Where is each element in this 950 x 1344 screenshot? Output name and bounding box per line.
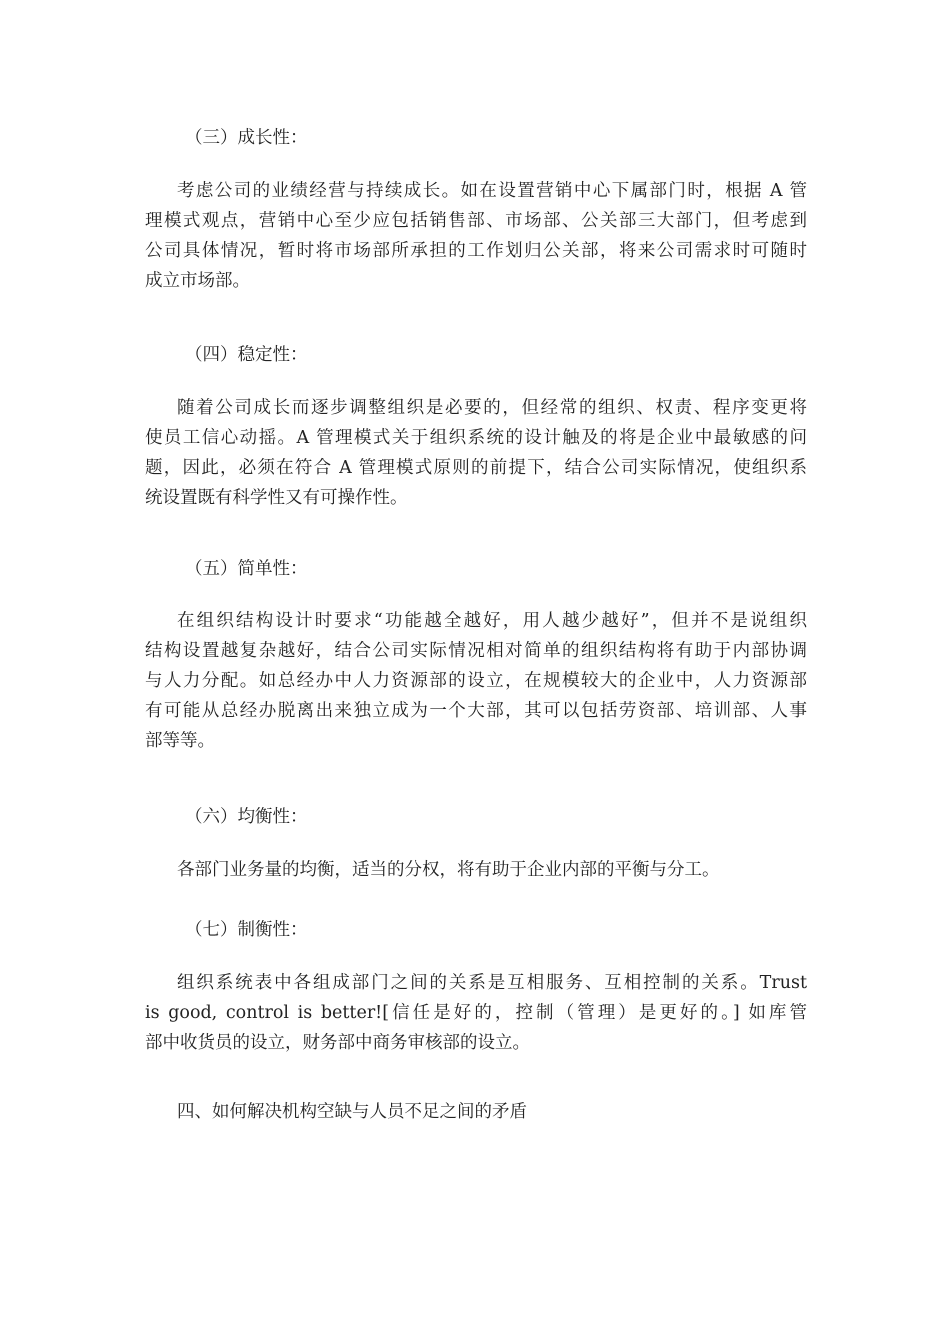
paragraph-line: 结构设置越复杂越好，结合公司实际情况相对简单的组织结构将有助于内部协调 — [145, 641, 807, 661]
paragraph-line: 题，因此，必须在符合 A 管理模式原则的前提下，结合公司实际情况，使组织系 — [145, 458, 807, 478]
section-heading-balance: （六）均衡性： — [185, 807, 308, 827]
paragraph-line: 考虑公司的业绩经营与持续成长。如在设置营销中心下属部门时，根据 A 管 — [177, 181, 807, 201]
paragraph-line: 公司具体情况，暂时将市场部所承担的工作划归公关部，将来公司需求时可随时 — [145, 241, 807, 261]
section-heading-checks: （七）制衡性： — [185, 920, 308, 940]
paragraph-line: 部等等。 — [145, 731, 215, 751]
section-paragraph-growth — [145, 176, 807, 296]
section-heading-stability: （四）稳定性： — [185, 345, 308, 365]
paragraph-line: 统设置既有科学性又有可操作性。 — [145, 488, 408, 508]
paragraph-line: 与人力分配。如总经办中人力资源部的设立，在规模较大的企业中，人力资源部 — [145, 671, 807, 691]
section-paragraph-stability — [145, 393, 807, 513]
paragraph-line: 随着公司成长而逐步调整组织是必要的，但经常的组织、权责、程序变更将 — [177, 398, 807, 418]
paragraph-line: 在组织结构设计时要求“功能越全越好，用人越少越好”，但并不是说组织 — [177, 611, 807, 631]
section-paragraph-checks — [145, 968, 807, 1058]
section-paragraph-simplicity — [145, 606, 807, 756]
section-heading-growth: （三）成长性： — [185, 128, 308, 148]
paragraph-line: 组织系统表中各组成部门之间的关系是互相服务、互相控制的关系。Trust — [177, 973, 807, 993]
paragraph-line: 各部门业务量的均衡，适当的分权，将有助于企业内部的平衡与分工。 — [177, 860, 720, 880]
paragraph-line: 理模式观点，营销中心至少应包括销售部、市场部、公关部三大部门，但考虑到 — [145, 211, 807, 231]
closing-heading: 四、如何解决机构空缺与人员不足之间的矛盾 — [177, 1102, 527, 1122]
section-heading-simplicity: （五）简单性： — [185, 559, 308, 579]
paragraph-line: 有可能从总经办脱离出来独立成为一个大部，其可以包括劳资部、培训部、人事 — [145, 701, 807, 721]
paragraph-line: 成立市场部。 — [145, 271, 250, 291]
paragraph-line: 使员工信心动摇。A 管理模式关于组织系统的设计触及的将是企业中最敏感的问 — [145, 428, 807, 448]
paragraph-line: is good, control is better![信任是好的，控制（管理）是更好的。] 如库管 — [145, 1003, 807, 1023]
paragraph-line: 部中收货员的设立，财务部中商务审核部的设立。 — [145, 1033, 530, 1053]
section-paragraph-balance — [145, 855, 807, 885]
